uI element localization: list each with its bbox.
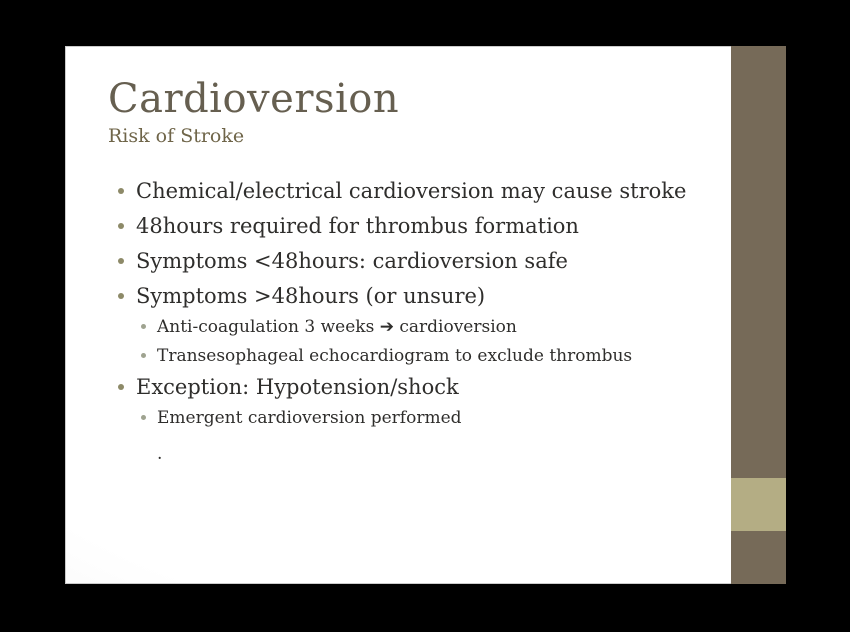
slide-subtitle: Risk of Stroke xyxy=(108,125,245,147)
slide-content xyxy=(108,76,714,465)
bullet-text: Anti-coagulation 3 weeks ➔ cardioversion xyxy=(157,317,517,337)
bullet-dot-icon xyxy=(141,324,146,329)
bullet-item xyxy=(108,374,714,400)
bullet-text: . xyxy=(157,444,163,464)
bullet-text: Emergent cardioversion performed xyxy=(157,408,462,428)
bullet-text: 48hours required for thrombus formation xyxy=(136,214,579,238)
bullet-text: Transesophageal echocardiogram to exclude thrombus xyxy=(157,346,633,366)
bullet-text: Chemical/electrical cardioversion may cause stroke xyxy=(136,179,687,203)
bullet-item xyxy=(108,248,714,274)
bullet-text: Symptoms <48hours: cardioversion safe xyxy=(136,249,568,273)
bullet-dot-icon xyxy=(118,258,124,264)
slide xyxy=(65,46,786,584)
bullet-text: Exception: Hypotension/shock xyxy=(136,375,459,399)
bullet-item xyxy=(108,316,714,338)
bullet-dot-icon xyxy=(141,415,146,420)
slide-title: Cardioversion xyxy=(108,76,400,122)
bullet-item xyxy=(108,407,714,429)
accent-square xyxy=(731,478,786,531)
bullet-dot-icon xyxy=(141,353,146,358)
bullet-item xyxy=(108,213,714,239)
bullet-dot-icon xyxy=(118,223,124,229)
bullet-dot-icon xyxy=(118,293,124,299)
bullet-item xyxy=(108,178,714,204)
accent-band xyxy=(731,46,786,584)
bullet-dot-icon xyxy=(118,188,124,194)
bullet-item xyxy=(108,345,714,367)
bullet-dot-icon xyxy=(118,384,124,390)
bullet-item xyxy=(108,443,714,465)
bullet-text: Symptoms >48hours (or unsure) xyxy=(136,284,486,308)
bullet-list xyxy=(108,178,714,465)
bullet-item xyxy=(108,283,714,309)
